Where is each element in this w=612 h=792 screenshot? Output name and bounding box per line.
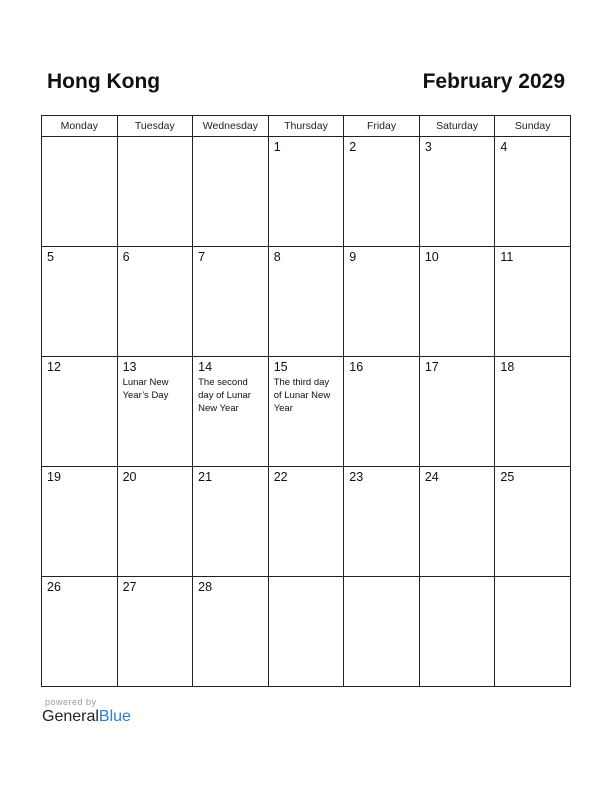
footer-branding bbox=[42, 697, 131, 726]
week-row bbox=[42, 137, 571, 247]
weekday-friday: Friday bbox=[344, 116, 420, 137]
day-cell bbox=[419, 357, 495, 467]
week-row bbox=[42, 247, 571, 357]
day-cell bbox=[42, 357, 118, 467]
day-number: 7 bbox=[198, 250, 206, 264]
day-number: 28 bbox=[198, 580, 213, 594]
month-title: February 2029 bbox=[422, 70, 565, 93]
brand-blue-text: Blue bbox=[98, 708, 131, 725]
weekday-header-row bbox=[42, 116, 571, 137]
day-number: 4 bbox=[500, 140, 508, 154]
day-number: 26 bbox=[47, 580, 61, 594]
day-cell bbox=[268, 467, 344, 577]
day-cell bbox=[268, 247, 344, 357]
day-number: 13 bbox=[122, 360, 137, 374]
day-number: 23 bbox=[349, 470, 364, 484]
day-cell bbox=[117, 247, 193, 357]
day-cell bbox=[117, 357, 193, 467]
day-cell bbox=[117, 467, 193, 577]
day-number: 2 bbox=[349, 140, 357, 154]
weekday-monday: Monday bbox=[42, 116, 118, 137]
weekday-thursday: Thursday bbox=[268, 116, 344, 137]
day-number: 22 bbox=[273, 470, 288, 484]
day-cell bbox=[495, 577, 571, 687]
day-number: 18 bbox=[500, 360, 515, 374]
day-cell bbox=[268, 357, 344, 467]
day-number: 24 bbox=[424, 470, 439, 484]
day-cell bbox=[344, 577, 420, 687]
day-number: 20 bbox=[122, 470, 137, 484]
weekday-saturday: Saturday bbox=[419, 116, 495, 137]
day-cell bbox=[344, 137, 420, 247]
day-cell bbox=[344, 467, 420, 577]
day-number: 14 bbox=[198, 360, 213, 374]
weekday-sunday: Sunday bbox=[495, 116, 571, 137]
week-row bbox=[42, 577, 571, 687]
day-number: 11 bbox=[500, 250, 514, 264]
day-number: 8 bbox=[273, 250, 281, 264]
holiday-label: The third day of Lunar New Year bbox=[273, 377, 331, 414]
day-number: 9 bbox=[349, 250, 357, 264]
day-cell bbox=[495, 247, 571, 357]
day-cell bbox=[117, 577, 193, 687]
weekday-tuesday: Tuesday bbox=[117, 116, 193, 137]
day-cell bbox=[419, 577, 495, 687]
region-title: Hong Kong bbox=[47, 70, 161, 93]
calendar-grid bbox=[41, 115, 571, 687]
day-cell bbox=[495, 357, 571, 467]
day-cell bbox=[193, 467, 269, 577]
brand-general-text: General bbox=[42, 708, 99, 725]
weekday-wednesday: Wednesday bbox=[193, 116, 269, 137]
powered-by-label: powered by bbox=[45, 697, 97, 707]
day-number: 17 bbox=[424, 360, 439, 374]
day-number: 15 bbox=[273, 360, 288, 374]
day-cell bbox=[42, 577, 118, 687]
day-number: 6 bbox=[122, 250, 130, 264]
day-number: 25 bbox=[500, 470, 515, 484]
day-number: 5 bbox=[47, 250, 54, 264]
generalblue-logo bbox=[42, 708, 131, 726]
day-cell bbox=[42, 247, 118, 357]
day-cell bbox=[419, 467, 495, 577]
day-number: 3 bbox=[424, 140, 432, 154]
day-cell bbox=[193, 247, 269, 357]
day-cell bbox=[344, 247, 420, 357]
day-number: 21 bbox=[198, 470, 213, 484]
day-number: 16 bbox=[349, 360, 364, 374]
day-number: 10 bbox=[424, 250, 439, 264]
day-cell bbox=[268, 137, 344, 247]
day-cell bbox=[193, 357, 269, 467]
week-row bbox=[42, 357, 571, 467]
day-cell bbox=[42, 137, 118, 247]
day-cell bbox=[268, 577, 344, 687]
day-cell bbox=[117, 137, 193, 247]
day-cell bbox=[419, 137, 495, 247]
day-cell bbox=[495, 467, 571, 577]
day-number: 19 bbox=[47, 470, 61, 484]
day-number: 12 bbox=[47, 360, 61, 374]
day-cell bbox=[495, 137, 571, 247]
week-row bbox=[42, 467, 571, 577]
day-cell bbox=[193, 577, 269, 687]
day-cell bbox=[42, 467, 118, 577]
day-number: 27 bbox=[122, 580, 137, 594]
holiday-label: Lunar New Year’s Day bbox=[122, 377, 169, 401]
day-cell bbox=[344, 357, 420, 467]
holiday-label: The second day of Lunar New Year bbox=[198, 377, 251, 414]
day-cell bbox=[193, 137, 269, 247]
day-number: 1 bbox=[273, 140, 281, 154]
day-cell bbox=[419, 247, 495, 357]
